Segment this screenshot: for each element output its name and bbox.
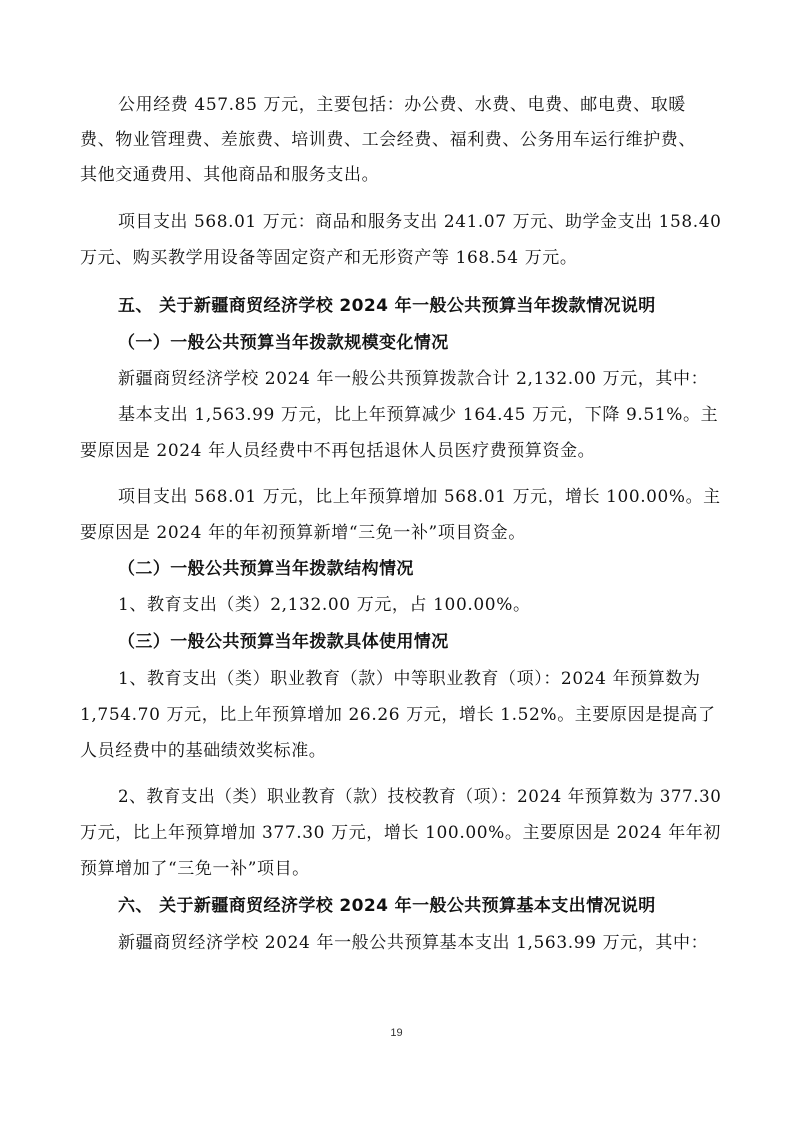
paragraph-line: 万元、购买教学用设备等固定资产和无形资产等 168.54 万元。 xyxy=(80,248,578,268)
paragraph-line: 公用经费 457.85 万元，主要包括：办公费、水费、电费、邮电费、取暖 xyxy=(118,95,686,115)
paragraph-line: 要原因是 2024 年的年初预算新增“三免一补”项目资金。 xyxy=(80,523,526,543)
paragraph-line: 费、物业管理费、差旅费、培训费、工会经费、福利费、公务用车运行维护费、 xyxy=(80,130,696,150)
paragraph-line: 1、教育支出（类）2,132.00 万元，占 100.00%。 xyxy=(118,595,531,615)
subsection-heading: （二）一般公共预算当年拨款结构情况 xyxy=(118,559,414,579)
paragraph-line: 万元，比上年预算增加 377.30 万元，增长 100.00%。主要原因是 2024 年年初 xyxy=(80,823,722,843)
paragraph-line: 2、教育支出（类）职业教育（款）技校教育（项）：2024 年预算数为 377.30 xyxy=(118,787,722,807)
paragraph-line: 人员经费中的基础绩效奖标准。 xyxy=(80,741,327,761)
paragraph-line: 基本支出 1,563.99 万元，比上年预算减少 164.45 万元，下降 9.51%。主 xyxy=(118,405,719,425)
section-heading: 五、 关于新疆商贸经济学校 2024 年一般公共预算当年拨款情况说明 xyxy=(118,296,656,316)
section-heading: 六、 关于新疆商贸经济学校 2024 年一般公共预算基本支出情况说明 xyxy=(118,896,656,916)
subsection-heading: （三）一般公共预算当年拨款具体使用情况 xyxy=(118,632,449,652)
paragraph-line: 新疆商贸经济学校 2024 年一般公共预算拨款合计 2,132.00 万元，其中： xyxy=(118,369,709,389)
paragraph-line: 1,754.70 万元，比上年预算增加 26.26 万元，增长 1.52%。主要原因是提高了 xyxy=(80,705,716,725)
subsection-heading: （一）一般公共预算当年拨款规模变化情况 xyxy=(118,333,449,353)
paragraph-line: 要原因是 2024 年人员经费中不再包括退休人员医疗费预算资金。 xyxy=(80,441,596,461)
page-number: 19 xyxy=(390,1027,403,1039)
paragraph-line: 1、教育支出（类）职业教育（款）中等职业教育（项）：2024 年预算数为 xyxy=(118,669,701,689)
paragraph-line: 项目支出 568.01 万元：商品和服务支出 241.07 万元、助学金支出 158.40 xyxy=(118,212,722,232)
paragraph-line: 项目支出 568.01 万元，比上年预算增加 568.01 万元，增长 100.00%。主 xyxy=(118,487,721,507)
paragraph-line: 预算增加了“三免一补”项目。 xyxy=(80,859,310,879)
paragraph-line: 新疆商贸经济学校 2024 年一般公共预算基本支出 1,563.99 万元，其中： xyxy=(118,933,709,953)
paragraph-line: 其他交通费用、其他商品和服务支出。 xyxy=(80,165,380,185)
